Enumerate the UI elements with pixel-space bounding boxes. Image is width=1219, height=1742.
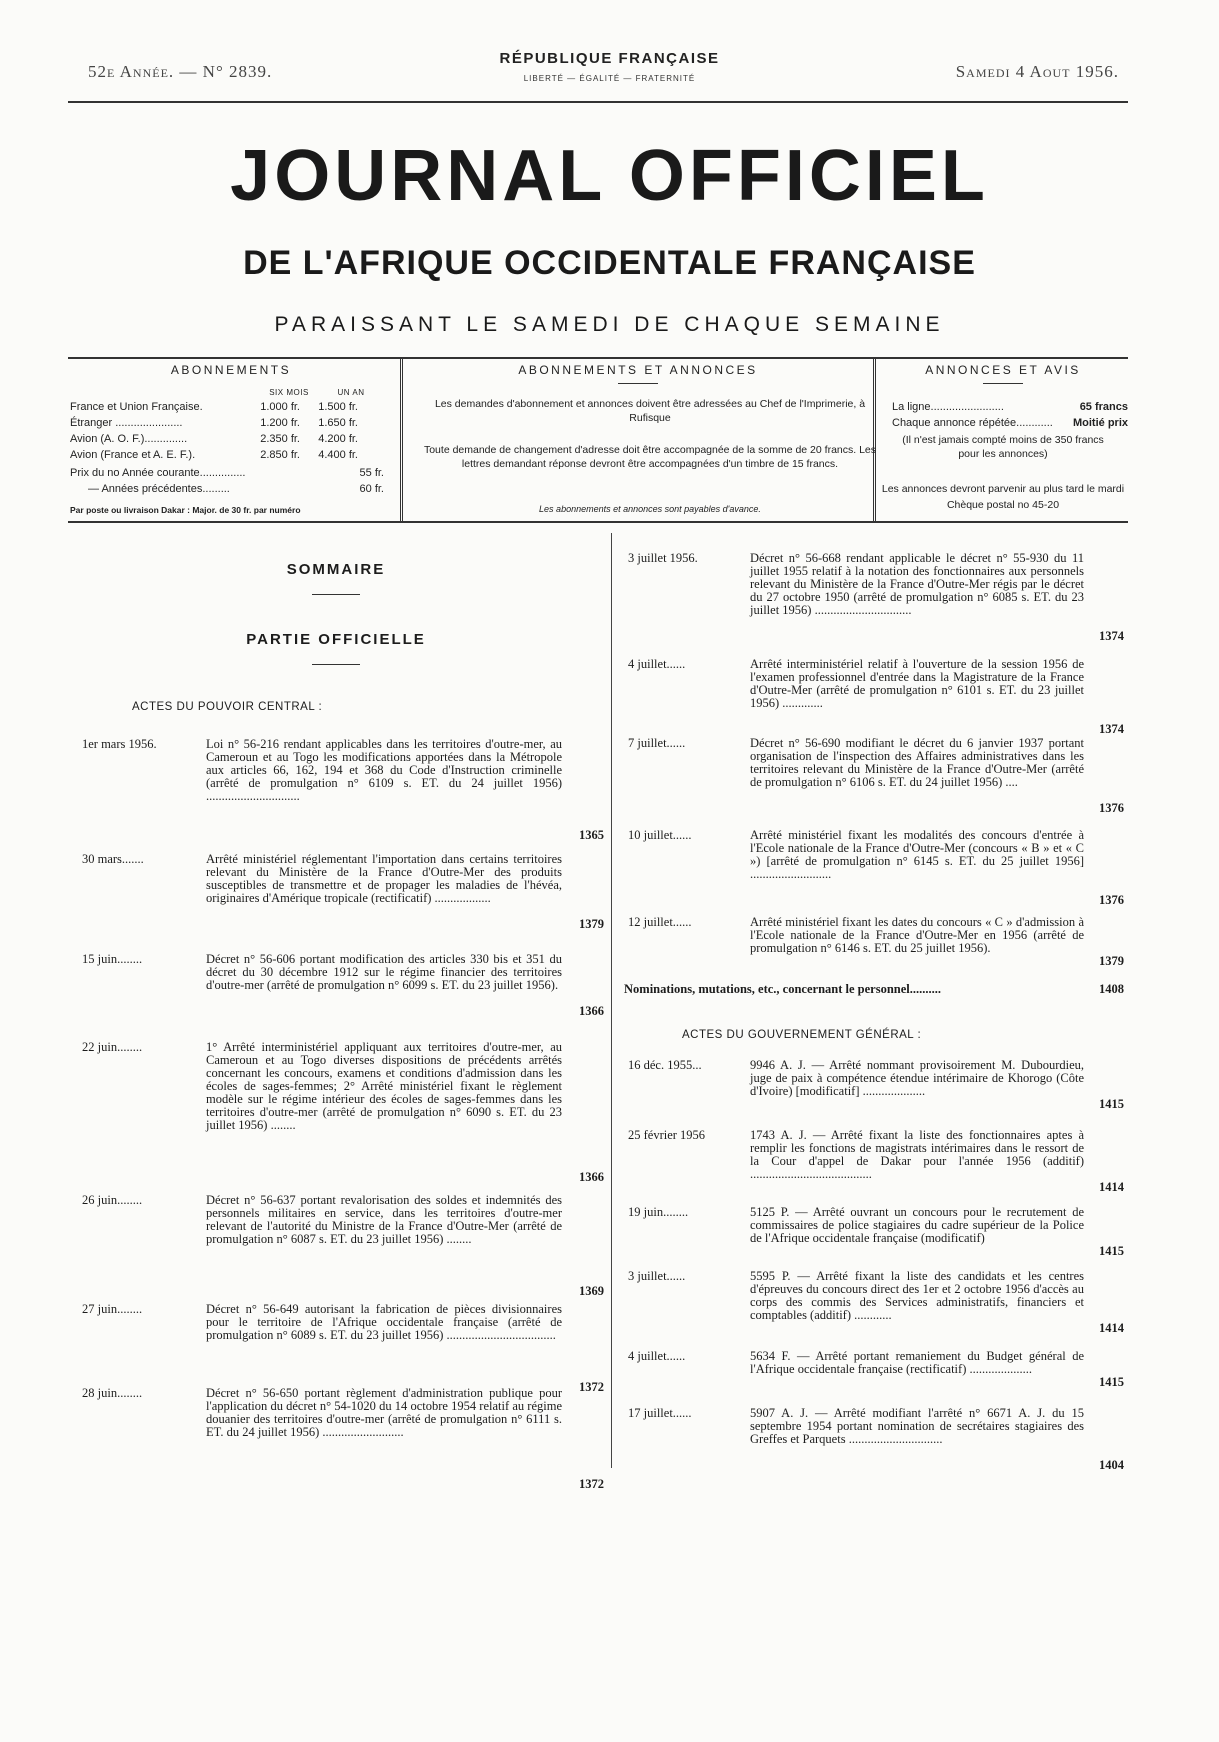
rate-header-year: UN AN: [337, 388, 365, 397]
journal-subtitle: DE L'AFRIQUE OCCIDENTALE FRANÇAISE: [243, 244, 976, 282]
entry-text: Arrêté ministériel réglementant l'importation dans certains territoires relevant du Ministère de la France d'Outre-Mer des produits susceptibles de transmettre et de propager les maladies de l'hévéa, originaires d'Amérique tropicale (rectificatif) ..................: [206, 852, 562, 905]
rate-six-months: 1.000 fr.: [260, 401, 300, 413]
entry-page: 1415: [1099, 1097, 1124, 1111]
change-address-note: Toute demande de changement d'adresse doit être accompagnée de la somme de 20 francs. Les lettres demandant réponse devront être accompagnées d'un timbre de 15 francs.: [423, 444, 877, 470]
rate-header-six: SIX MOIS: [269, 388, 309, 397]
entry-text: Décret n° 56-649 autorisant la fabrication de pièces divisionnaires pour le territoire de l'Afrique occidentale française (arrêté de promulgation n° 6089 s. ET. du 23 juillet 1956) ...................................: [206, 1302, 562, 1342]
postal-account: Chèque postal no 45-20: [946, 499, 1060, 511]
column-divider: [611, 533, 612, 1468]
minimum-note: (Il n'est jamais compté moins de 350 francs pour les annonces): [902, 434, 1104, 460]
price-previous-label: — Années précédentes.........: [88, 483, 230, 495]
entry-date: 30 mars.......: [82, 852, 144, 866]
entry-text: 5907 A. J. — Arrêté modifiant l'arrêté n° 6671 A. J. du 15 septembre 1954 portant nomination de secrétaires stagiaires des Greffes et Parquets ..............................: [750, 1406, 1084, 1446]
republic-label: RÉPUBLIQUE FRANÇAISE: [499, 50, 720, 67]
issue-date: Samedi 4 Aout 1956.: [955, 62, 1119, 81]
entry-date: 28 juin........: [82, 1386, 143, 1400]
subscriptions-ads-column: [400, 359, 876, 521]
entry-text: 5634 F. — Arrêté portant remaniement du Budget général de l'Afrique occidentale française (rectificatif) ....................: [750, 1349, 1084, 1376]
rate-label: France et Union Française.: [70, 401, 203, 413]
entry-text: 1743 A. J. — Arrêté fixant la liste des fonctionnaires aptes à remplir les fonctions de magistrats intérimaires dans le ressort de la Cour d'appel de Dakar pour l'année 1956 (additif) .......................................: [750, 1128, 1084, 1181]
entry-page: 1376: [1099, 801, 1124, 815]
entry-text: Arrêté ministériel fixant les modalités des concours d'entrée à l'Ecole nationale de la France d'Outre-Mer (concours « B » et « C ») [arrêté de promulgation n° 6145 s. ET. du 25 juillet 1956] ..........................: [750, 828, 1084, 881]
rate-six-months: 2.350 fr.: [260, 433, 300, 445]
entry-text: 5595 P. — Arrêté fixant la liste des candidats et les centres d'épreuves du concours direct des 1er et 2 octobre 1956 d'accès au corps des commis des Services administratifs, financiers et comptables (additif) ............: [750, 1269, 1084, 1322]
short-rule: [983, 383, 1023, 384]
entry-page: 1365: [579, 828, 604, 842]
entry-page: 1369: [579, 1284, 604, 1298]
entry-date: 15 juin........: [82, 952, 143, 966]
issue-number: 52e Année. — N° 2839.: [88, 62, 273, 81]
ligne-value: 65 francs: [1079, 401, 1128, 413]
ligne-label: La ligne........................: [892, 401, 1004, 413]
government-acts-heading: ACTES DU GOUVERNEMENT GÉNÉRAL :: [682, 1029, 922, 1041]
repeat-value: Moitié prix: [1072, 417, 1128, 429]
entry-date: 7 juillet......: [628, 736, 686, 750]
rate-header: [258, 388, 382, 397]
entry-text: 9946 A. J. — Arrêté nommant provisoirement M. Dubourdieu, juge de paix à compétence étendue intérimaire de Khorogo (Côte d'Ivoire) [modificatif] ....................: [750, 1058, 1084, 1098]
short-rule: [618, 383, 658, 384]
entry-date: 16 déc. 1955...: [628, 1058, 702, 1072]
nominations-line: Nominations, mutations, etc., concernant le personnel..........: [624, 982, 941, 996]
rate-six-months: 1.200 fr.: [260, 417, 300, 429]
entry-page: 1414: [1099, 1321, 1124, 1335]
journal-tagline: PARAISSANT LE SAMEDI DE CHAQUE SEMAINE: [274, 313, 945, 336]
postage-note: Par poste ou livraison Dakar : Major. de 30 fr. par numéro: [70, 505, 301, 515]
entry-page: 1376: [1099, 893, 1124, 907]
subscriptions-box: [68, 357, 1128, 523]
entry-page: 1374: [1099, 629, 1124, 643]
entry-text: Décret n° 56-668 rendant applicable le décret n° 55-930 du 11 juillet 1955 relatif à la notation des fonctionnaires aux personnels relevant du Ministère de la France d'Outre-Mer régis par le décret du 27 octobre 1950 (arrêté de promulgation n° 6085 s. ET. du 23 juillet 1956) ...............................: [750, 551, 1084, 617]
entry-date: 27 juin........: [82, 1302, 143, 1316]
entry-date: 19 juin........: [628, 1205, 689, 1219]
entry-text: 5125 P. — Arrêté ouvrant un concours pour le recrutement de commissaires de police stagiaires du cadre supérieur de la Police de l'Afrique occidentale française (modificatif): [750, 1205, 1084, 1245]
entry-date: 3 juillet 1956.: [628, 551, 698, 565]
journal-title: JOURNAL OFFICIEL: [230, 136, 989, 216]
entry-page: 1415: [1099, 1375, 1124, 1389]
entry-page: 1404: [1099, 1458, 1124, 1472]
rate-one-year: 4.400 fr.: [318, 449, 358, 461]
entry-text: Décret n° 56-606 portant modification des articles 330 bis et 351 du décret du 30 décembre 1912 sur le régime financier des territoires d'outre-mer (arrêté de promulgation n° 6099 s. ET. du 23 juillet 1956).: [206, 952, 562, 992]
motto: LIBERTÉ — ÉGALITÉ — FRATERNITÉ: [523, 74, 696, 83]
address-note: Les demandes d'abonnement et annonces doivent être adressées au Chef de l'Imprimerie, à Rufisque: [434, 398, 866, 424]
subscriptions-title: ABONNEMENTS: [170, 363, 292, 377]
entry-page: 1366: [579, 1004, 604, 1018]
entry-text: Décret n° 56-637 portant revalorisation des soldes et indemnités des personnels militaires en service, dans les territoires d'outre-mer relevant de l'autorité du Ministre de la France d'Outre-Mer (arrêté de promulgation n° 6087 s. ET. du 23 juillet 1956) ........: [206, 1193, 562, 1246]
entry-text: Arrêté interministériel relatif à l'ouverture de la session 1956 de l'examen professionnel d'entrée dans la Magistrature de la France d'Outre-Mer (arrêté de promulgation n° 6101 s. ET. du 23 juillet 1956) .............: [750, 657, 1084, 710]
ads-column: [878, 359, 1128, 521]
entry-page: 1372: [579, 1477, 604, 1491]
official-part-title: PARTIE OFFICIELLE: [246, 631, 426, 648]
entry-date: 4 juillet......: [628, 1349, 686, 1363]
subscriptions-ads-title: ABONNEMENTS ET ANNONCES: [518, 363, 758, 377]
short-rule: [312, 664, 360, 665]
entry-date: 4 juillet......: [628, 657, 686, 671]
rate-one-year: 4.200 fr.: [318, 433, 358, 445]
repeat-label: Chaque annonce répétée............: [892, 417, 1053, 429]
header-rule: [68, 101, 1128, 103]
entry-date: 10 juillet......: [628, 828, 692, 842]
entry-date: 17 juillet......: [628, 1406, 692, 1420]
entry-date: 26 juin........: [82, 1193, 143, 1207]
entry-date: 12 juillet......: [628, 915, 692, 929]
entry-page: 1379: [1099, 954, 1124, 968]
entry-date: 25 février 1956: [628, 1128, 706, 1142]
rate-label: Avion (A. O. F.)..............: [70, 433, 188, 445]
entry-date: 3 juillet......: [628, 1269, 686, 1283]
entry-page: 1372: [579, 1380, 604, 1394]
entry-page: 1414: [1099, 1180, 1124, 1194]
rate-one-year: 1.500 fr.: [318, 401, 358, 413]
ads-title: ANNONCES ET AVIS: [925, 363, 1081, 377]
price-previous-value: 60 fr.: [359, 483, 384, 495]
nominations-page: 1408: [1099, 982, 1124, 996]
short-rule: [312, 594, 360, 595]
rate-label: Avion (France et A. E. F.).: [70, 449, 196, 461]
central-acts-heading: ACTES DU POUVOIR CENTRAL :: [132, 701, 323, 713]
rate-one-year: 1.650 fr.: [318, 417, 358, 429]
entry-text: Décret n° 56-650 portant règlement d'administration publique pour l'application du décret n° 54-1020 du 14 octobre 1954 relatif au régime douanier des territoires d'outre-mer (arrêté de promulgation n° 6111 s. ET. du 24 juillet 1956) ..........................: [206, 1386, 562, 1439]
entry-text: Arrêté ministériel fixant les dates du concours « C » d'admission à l'Ecole nationale de la France d'Outre-Mer en 1956 (arrêté de promulgation n° 6146 s. ET. du 25 juillet 1956).: [750, 915, 1084, 955]
entry-text: Décret n° 56-690 modifiant le décret du 6 janvier 1937 portant organisation de l'inspection des Affaires administratives dans les territoires relevant du Ministère de la France d'Outre-Mer (arrêté de promulgation n° 6106 s. ET. du 24 juillet 1956) ....: [750, 736, 1084, 789]
entry-date: 1er mars 1956.: [82, 737, 157, 751]
entry-page: 1379: [579, 917, 604, 931]
rate-label: Étranger ......................: [70, 417, 183, 429]
price-current-value: 55 fr.: [359, 467, 384, 479]
subscriptions-column: [68, 359, 394, 521]
entry-page: 1415: [1099, 1244, 1124, 1258]
entry-text: 1° Arrêté interministériel appliquant aux territoires d'outre-mer, au Cameroun et au Togo diverses dispositions de précédents arrêtés concernant les concours, examens et conditions d'admission dans les écoles de sages-femmes; 2° Arrêté ministériel fixant le règlement modèle sur le régime intérieur des écoles de sages-femmes dans les territoires d'outre-mer (arrêté de promulgation n° 6090 s. ET. du 23 juillet 1956) ........: [206, 1040, 562, 1132]
advance-payment-note: Les abonnements et annonces sont payables d'avance.: [539, 504, 761, 514]
price-current-label: Prix du no Année courante...............: [70, 467, 246, 479]
entry-page: 1374: [1099, 722, 1124, 736]
deadline-note: Les annonces devront parvenir au plus tard le mardi: [881, 483, 1125, 495]
entry-text: Loi n° 56-216 rendant applicables dans les territoires d'outre-mer, au Cameroun et au Togo les modifications apportées dans la Métropole aux articles 66, 162, 194 et 368 du Code d'Instruction criminelle (arrêté de promulgation n° 6109 s. ET. du 24 juillet 1956) ..............................: [206, 737, 562, 803]
rate-six-months: 2.850 fr.: [260, 449, 300, 461]
entry-page: 1366: [579, 1170, 604, 1184]
entry-date: 22 juin........: [82, 1040, 143, 1054]
summary-title: SOMMAIRE: [286, 561, 386, 578]
